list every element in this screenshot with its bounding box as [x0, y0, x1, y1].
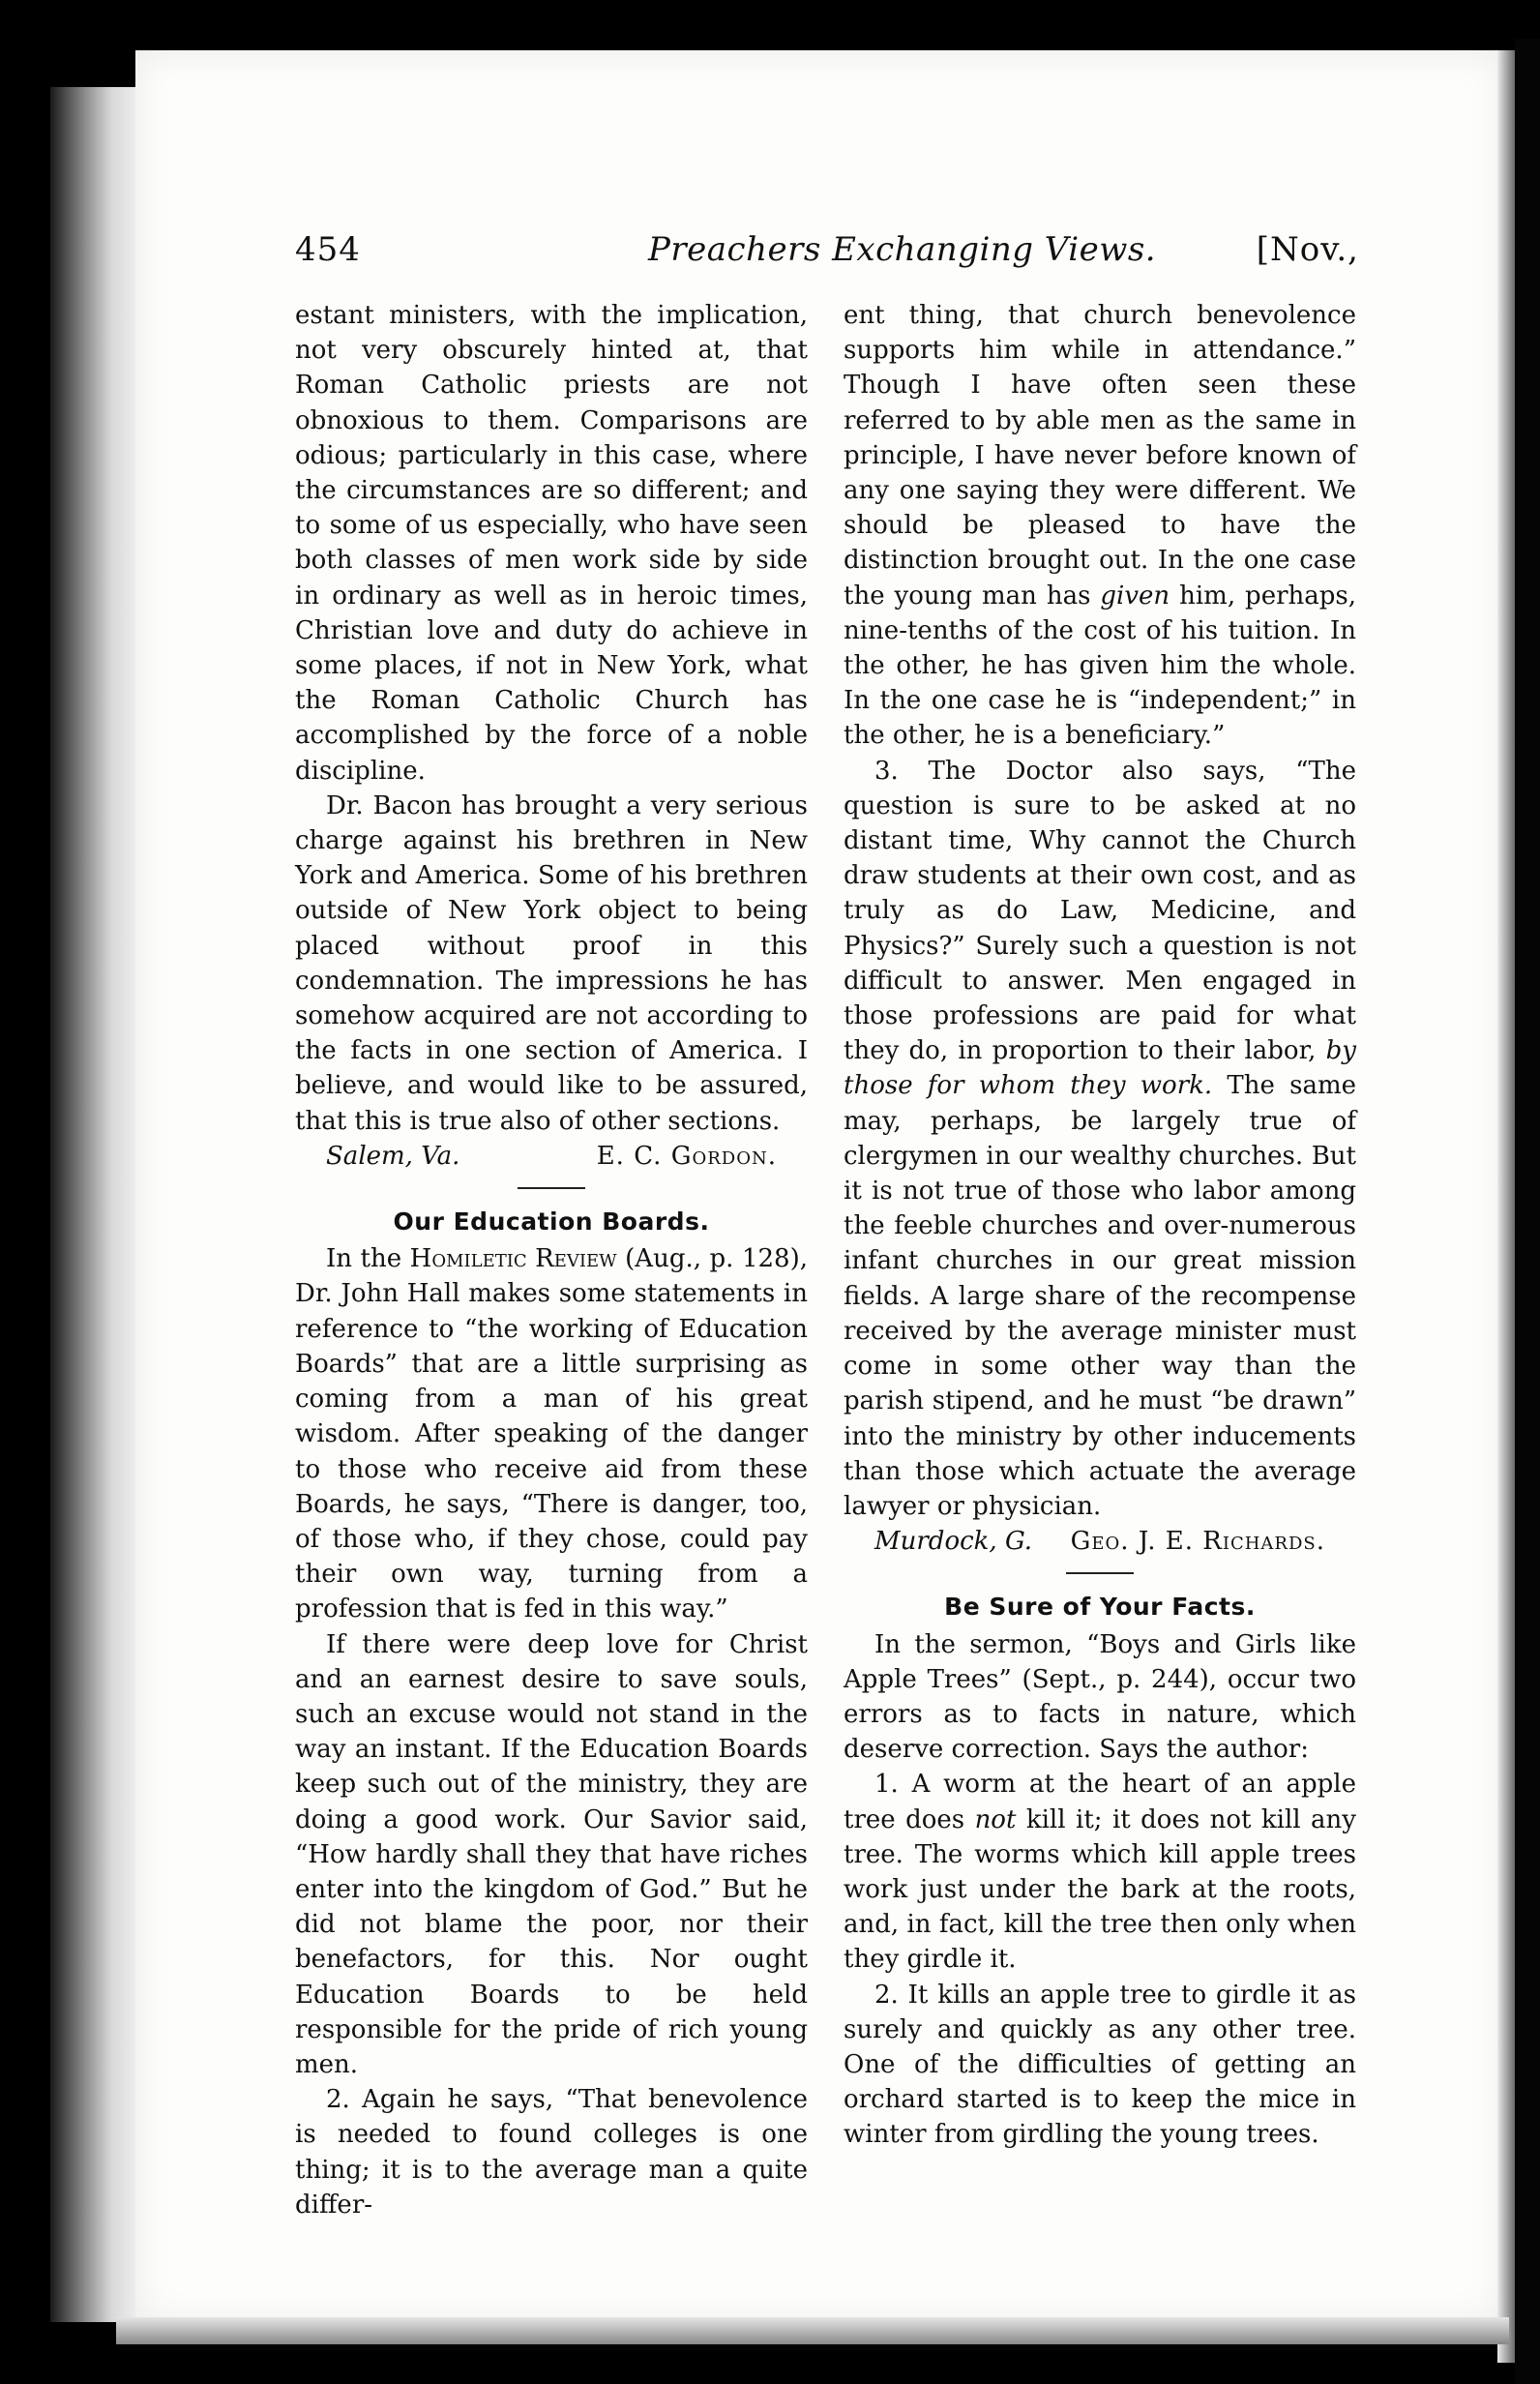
signature-place: Murdock, G.	[874, 1527, 1033, 1557]
scan-border	[1515, 39, 1540, 2384]
signature-name: Geo. J. E. Richards.	[1070, 1527, 1325, 1557]
journal-title: Homiletic Review	[409, 1244, 617, 1274]
signature-name: E. C. Gordon.	[596, 1141, 777, 1171]
signature	[295, 1139, 808, 1174]
paragraph: 2. Again he says, “That benevolence is needed to found colleges is one thing; it is to the average man a quite differ-	[295, 2085, 808, 2220]
paragraph	[844, 1767, 1356, 1977]
signature-place: Salem, Va.	[326, 1141, 460, 1171]
paragraph	[844, 298, 1356, 754]
text-run: In the	[326, 1244, 410, 1274]
emphasis: by those for whom they work.	[844, 1036, 1356, 1101]
page-right-edge	[1497, 50, 1515, 2363]
paragraph	[844, 754, 1356, 1524]
section-heading: Our Education Boards.	[393, 1207, 710, 1237]
right-column	[844, 298, 1356, 2153]
section-heading: Be Sure of Your Facts.	[944, 1593, 1256, 1622]
paragraph: estant ministers, with the implication, not very obscurely hinted at, that Roman Catholic priests are not obnoxious to them. Comparisons are odious; particularly in this case, where the circumstances are so different; and to some of us especially, who have seen both classes of men work side by side in ordinary as well as in heroic times, Christian love and duty do achieve in some places, if not in New York, what the Roman Catholic Church has accomplished by the force of a noble discipline.	[295, 301, 808, 786]
emphasis: not	[974, 1804, 1017, 1834]
paragraph: If there were deep love for Christ and an earnest desire to save souls, such an excuse would not stand in the way an instant. If the Education Boards keep such out of the ministry, they are doing a good work. Our Savior said, “How hardly shall they that have riches enter into the kingdom of God.” But he did not blame the poor, nor their benefactors, for this. Nor ought Education Boards to be held responsible for the pride of rich young men.	[295, 1629, 808, 2079]
page-bottom-edge	[116, 2317, 1509, 2344]
paragraph: 2. It kills an apple tree to girdle it as surely and quickly as any other tree. One of the difficulties of getting an orchard started is to keep the mice in winter from girdling the young trees.	[844, 1980, 1356, 2150]
text-run: ent thing, that church benevolence supports him while in attendance.” Though I have often seen these referred to by able men as the same in principle, I have never before known of any one saying they were different. We should be pleased to have the distinction brought out. In the one case the young man has	[844, 301, 1356, 611]
section-divider	[518, 1187, 585, 1189]
issue-month: [Nov.,	[1256, 230, 1359, 269]
text-run: him, perhaps, nine-tenths of the cost of his tuition. In the other, he has given him the whole. In the one case he is “independent;” in the other, he is a beneficiary.”	[844, 581, 1357, 751]
section-divider	[1066, 1572, 1134, 1574]
page-number: 454	[295, 230, 361, 269]
text-run: 1. A worm at the heart of an apple tree does	[844, 1770, 1356, 1834]
text-run: kill it; it does not kill any tree. The worms which kill apple trees work just under the bark at the roots, and, in fact, kill the tree then only when they girdle it.	[844, 1804, 1356, 1975]
running-head-title: Preachers Exchanging Views.	[648, 230, 1157, 269]
paragraph: Dr. Bacon has brought a very serious charge against his brethren in New York and America. Some of his brethren outside of New York object to being placed without proof in this condemnation. The impressions he has somehow acquired are not according to the facts in one section of America. I believe, and would like to be assured, that this is true also of other sections.	[295, 790, 808, 1136]
emphasis: given	[1100, 581, 1170, 611]
text-run: The same may, perhaps, be largely true of clergymen in our wealthy churches. But it is not true of those who labor among the feeble churches and over-numerous infant churches in our great mission fields. A large share of the recompense received by the average minister must come in some other way than the parish stipend, and he must “be drawn” into the ministry by other inducements than those which actuate the average lawyer or physician.	[844, 1071, 1357, 1521]
signature	[844, 1524, 1356, 1559]
text-run: 3. The Doctor also says, “The question is sure to be asked at no distant time, Why cannot the Church draw students at their own cost, and as truly as do Law, Medicine, and Physics?” Surely such a question is not difficult to answer. Men engaged in those professions are paid for what they do, in proportion to their labor,	[844, 756, 1356, 1066]
paragraph: In the sermon, “Boys and Girls like Apple Trees” (Sept., p. 244), occur two errors as to facts in nature, which deserve correction. Says the author:	[844, 1629, 1356, 1765]
left-column	[295, 298, 808, 2222]
paragraph	[295, 1241, 808, 1626]
text-run: (Aug., p. 128), Dr. John Hall makes some statements in reference to “the working of Education Boards” that are a little surprising as coming from a man of his great wisdom. After speaking of the danger to those who receive aid from these Boards, he says, “There is danger, too, of those who, if they chose, could pay their own way, turning from a profession that is fed in this way.”	[295, 1244, 809, 1624]
running-header	[295, 230, 1359, 281]
book-binding-edge	[50, 87, 137, 2322]
